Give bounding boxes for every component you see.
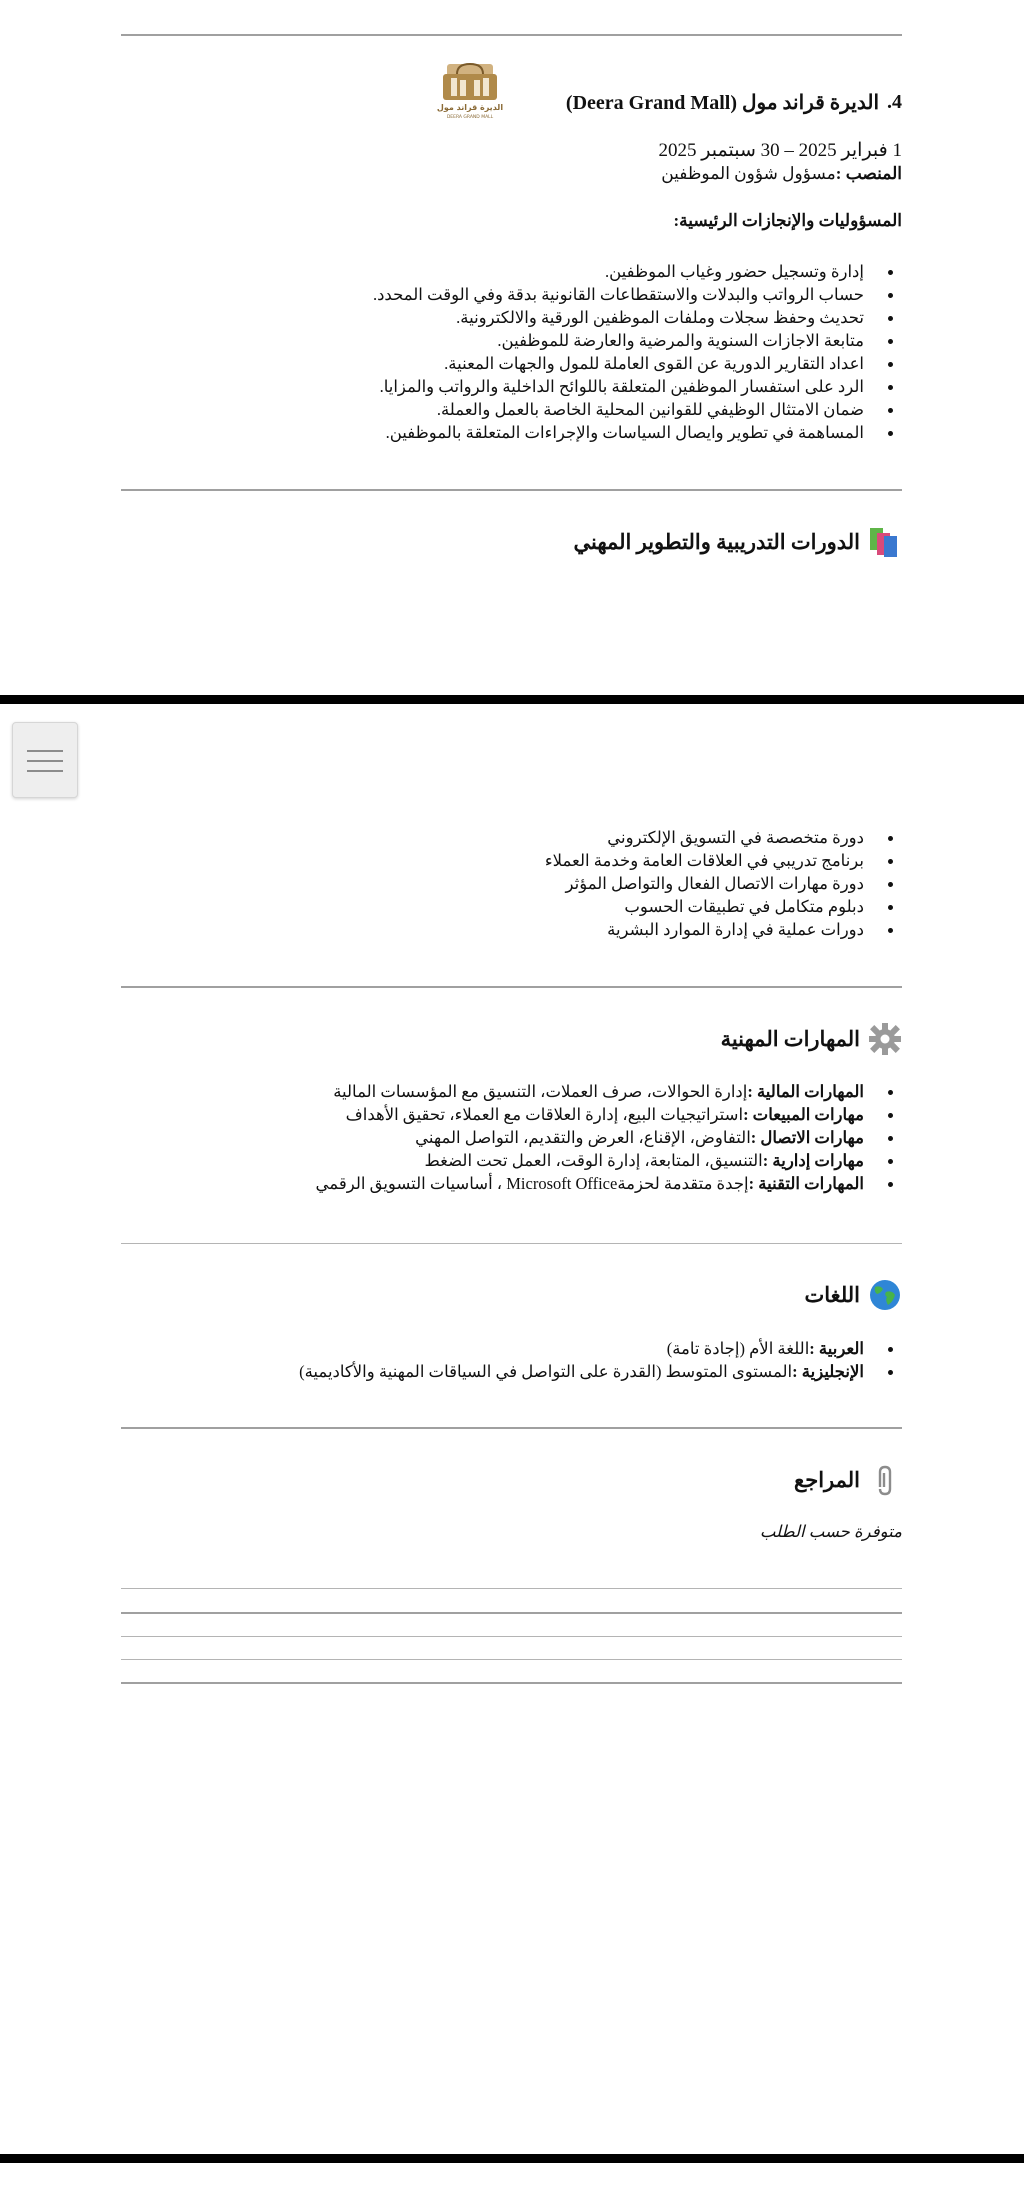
list-item: العربية :اللغة الأم (إجادة تامة): [299, 1337, 902, 1360]
job-position: [661, 163, 902, 185]
list-item: مهارات إدارية :التنسيق، المتابعة، إدارة الوقت، العمل تحت الضغط: [316, 1149, 902, 1172]
list-item: المهارات المالية :إدارة الحوالات، صرف العملات، التنسيق مع المؤسسات المالية: [316, 1080, 902, 1103]
position-label: المنصب :: [835, 164, 902, 183]
books-icon: [868, 525, 902, 559]
globe-icon: [868, 1278, 902, 1312]
languages-heading-text: اللغات: [804, 1282, 860, 1307]
responsibilities-heading: المسؤوليات والإنجازات الرئيسية:: [673, 211, 902, 230]
list-item: المساهمة في تطوير وايصال السياسات والإجراءات المتعلقة بالموظفين.: [373, 421, 902, 444]
list-item: متابعة الاجازات السنوية والمرضية والعارضة للموظفين.: [373, 329, 902, 352]
section-divider: [121, 489, 902, 491]
logo-arabic-text: الديرة قراند مول: [436, 103, 504, 112]
references-heading-text: المراجع: [794, 1467, 860, 1492]
divider-line: [121, 1636, 902, 1637]
divider-line: [121, 1659, 902, 1660]
company-name: الديرة قراند مول (Deera Grand Mall): [565, 92, 879, 114]
list-item: الرد على استفسار الموظفين المتعلقة باللوائح الداخلية والرواتب والمزايا.: [373, 375, 902, 398]
list-item: برنامج تدريبي في العلاقات العامة وخدمة العملاء: [545, 849, 902, 872]
references-heading: [794, 1463, 902, 1497]
list-item: دورات عملية في إدارة الموارد البشرية: [545, 918, 902, 941]
section-divider: [121, 1243, 902, 1244]
training-heading: [573, 525, 902, 559]
sidebar-menu-button[interactable]: [12, 722, 78, 798]
page-break: [0, 2154, 1024, 2163]
training-heading-text: الدورات التدريبية والتطوير المهني: [573, 529, 860, 554]
list-item: اعداد التقارير الدورية عن القوى العاملة للمول والجهات المعنية.: [373, 352, 902, 375]
paperclip-icon: [868, 1463, 902, 1497]
list-item: مهارات الاتصال :التفاوض، الإقناع، العرض والتقديم، التواصل المهني: [316, 1126, 902, 1149]
position-value: مسؤول شؤون الموظفين: [661, 164, 836, 183]
section-divider: [121, 1427, 902, 1429]
list-item: إدارة وتسجيل حضور وغياب الموظفين.: [373, 260, 902, 283]
section-divider: [121, 986, 902, 988]
languages-list: [299, 1337, 902, 1383]
list-item: حساب الرواتب والبدلات والاستقطاعات القانونية بدقة وفي الوقت المحدد.: [373, 283, 902, 306]
deera-mall-logo: [429, 60, 511, 122]
training-list: [545, 826, 902, 941]
responsibilities-list: [373, 260, 902, 444]
top-divider: [121, 34, 902, 36]
list-item: مهارات المبيعات :استراتيجيات البيع، إدارة العلاقات مع العملاء، تحقيق الأهداف: [316, 1103, 902, 1126]
page-break: [0, 695, 1024, 704]
skills-list: [316, 1080, 902, 1195]
divider-line: [121, 1588, 902, 1589]
logo-english-text: DEERA GRAND MALL: [446, 115, 494, 120]
divider-line: [121, 1612, 902, 1614]
list-item: تحديث وحفظ سجلات وملفات الموظفين الورقية والالكترونية.: [373, 306, 902, 329]
list-item: ضمان الامتثال الوظيفي للقوانين المحلية الخاصة بالعمل والعملة.: [373, 398, 902, 421]
references-note: متوفرة حسب الطلب: [759, 1522, 902, 1541]
list-item: دبلوم متكامل في تطبيقات الحسوب: [545, 895, 902, 918]
list-item: المهارات التقنية :إجدة متقدمة لحزمةMicrosoft Office ، أساسيات التسويق الرقمي: [316, 1172, 902, 1195]
gear-icon: [868, 1022, 902, 1056]
job-number: 4.: [887, 91, 902, 113]
job-title: [566, 90, 902, 115]
list-item: الإنجليزية :المستوى المتوسط (القدرة على التواصل في السياقات المهنية والأكاديمية): [299, 1360, 902, 1383]
list-item: دورة متخصصة في التسويق الإلكتروني: [545, 826, 902, 849]
skills-heading: [721, 1022, 902, 1056]
list-item: دورة مهارات الاتصال الفعال والتواصل المؤثر: [545, 872, 902, 895]
job-dates: 1 فبراير 2025 – 30 سبتمبر 2025: [658, 140, 902, 161]
languages-heading: [805, 1278, 902, 1312]
skills-heading-text: المهارات المهنية: [720, 1026, 860, 1051]
divider-line: [121, 1682, 902, 1684]
